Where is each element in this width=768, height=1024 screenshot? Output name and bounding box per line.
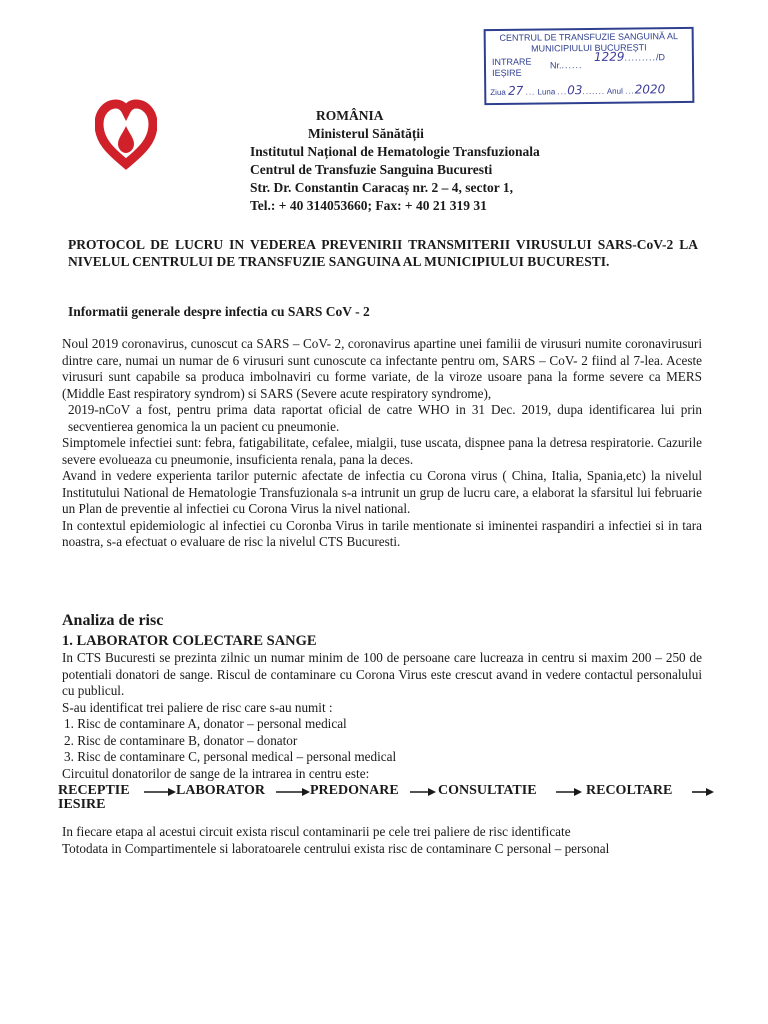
arrow-right-icon bbox=[144, 788, 176, 796]
stamp-nr-label: Nr. bbox=[549, 60, 562, 71]
list-item: 2. Risc de contaminare B, donator – donator bbox=[64, 732, 298, 748]
arrow-right-icon bbox=[410, 788, 436, 796]
stamp-iesire: IEȘIRE bbox=[492, 67, 522, 79]
circuit-step: RECOLTARE bbox=[586, 783, 673, 798]
header-country: ROMÂNIA bbox=[316, 108, 384, 123]
institution-header bbox=[250, 107, 670, 215]
header-address: Str. Dr. Constantin Caracaș nr. 2 – 4, sector 1, bbox=[250, 180, 514, 195]
paragraph: Avand in vedere experienta tarilor puternic afectate de infectia cu Corona virus ( China, Italia, Spania,etc) la nivelul Institutului National de Hematologie Transfuzionala s-a intrunit un grup de lucru care, a elaborat la sfarsitul lui februarie un Plan de preventie al infectiei cu Corona Virus la nivel national. bbox=[62, 468, 702, 516]
paragraph: Totodata in Compartimentele si laboratoarele centrului exista risc de contaminare C personal – personal bbox=[62, 840, 610, 856]
stamp-intrare: INTRARE bbox=[491, 56, 532, 68]
document-title: PROTOCOL DE LUCRU IN VEDEREA PREVENIRII TRANSMITERII VIRUSULUI SARS-CoV-2 LA NIVELUL CENTRULUI DE TRANSFUZIE SANGUINA AL MUNICIPIULUI BUCURESTI. bbox=[68, 237, 698, 269]
section-1-body bbox=[62, 650, 702, 782]
closing-section bbox=[62, 824, 702, 857]
stamp-luna-value: 03 bbox=[567, 83, 583, 98]
paragraph: In CTS Bucuresti se prezinta zilnic un numar minim de 100 de persoane care lucreaza in centru si maxim 200 – 250 de potentiali donatori de sange. Riscul de contaminare cu Corona Virus este crescut avand in vedere contactul personalului cu publicul. bbox=[62, 650, 702, 698]
stamp-nr-value: 1229 bbox=[593, 49, 625, 64]
levels-intro: S-au identificat trei paliere de risc care s-au numit : bbox=[62, 699, 333, 715]
paragraph: In contextul epidemiologic al infectiei cu Coronba Virus in tarile mentionate si iminentei raspandiri a infectiei si in tara noastra, s-a efectuat o evaluare de risc la nivelul CTS Bucuresti. bbox=[62, 517, 702, 549]
stamp-nr-suffix: /D bbox=[655, 52, 666, 63]
arrow-right-icon bbox=[276, 788, 310, 796]
arrow-right-icon bbox=[556, 788, 582, 796]
risk-analysis-heading: Analiza de risc bbox=[62, 612, 164, 629]
registration-stamp: CENTRUL DE TRANSFUZIE SANGUINĂ AL MUNICIPIULUI BUCUREȘTI INTRARE IEȘIRE Nr....... 1229........./D Ziua 27 ... Luna ...03....... Anul ...2020 bbox=[484, 27, 695, 105]
circuit-intro: Circuitul donatorilor de sange de la intrarea in centru este: bbox=[62, 765, 370, 781]
paragraph: Simptomele infectiei sunt: febra, fatigabilitate, cefalee, mialgii, tuse uscata, dispnee pana la detresa respiratorie. Cazurile severe evolueaza cu pneumonie, insuficienta renala, pana la deces. bbox=[62, 435, 702, 467]
general-info-section bbox=[62, 336, 702, 551]
document-subtitle: Informatii generale despre infectia cu SARS CoV - 2 bbox=[68, 304, 370, 319]
stamp-line-2: MUNICIPIULUI BUCUREȘTI bbox=[530, 42, 647, 54]
blood-heart-logo bbox=[95, 98, 157, 172]
header-ministry: Ministerul Sănătății bbox=[308, 126, 424, 141]
circuit-step: CONSULTATIE bbox=[438, 783, 537, 798]
list-item: 3. Risc de contaminare C, personal medical – personal medical bbox=[64, 749, 397, 764]
header-institute: Institutul Național de Hematologie Transfuzionala bbox=[250, 144, 540, 159]
stamp-ziua-label: Ziua bbox=[490, 87, 506, 98]
stamp-anul-label: Anul bbox=[606, 86, 623, 96]
arrow-right-icon bbox=[692, 788, 714, 796]
header-contact: Tel.: + 40 314053660; Fax: + 40 21 319 31 bbox=[250, 198, 487, 213]
stamp-ziua-value: 27 bbox=[507, 83, 524, 98]
circuit-step: PREDONARE bbox=[310, 783, 399, 798]
stamp-luna-label: Luna bbox=[537, 87, 556, 97]
stamp-anul-value: 2020 bbox=[634, 82, 666, 97]
paragraph: In fiecare etapa al acestui circuit exista riscul contaminarii pe cele trei paliere de risc identificate bbox=[62, 824, 571, 839]
paragraph: 2019-nCoV a fost, pentru prima data raportat oficial de catre WHO in 31 Dec. 2019, dupa identificarea lui prin secventierea genomica la un pacient cu pneumonie. bbox=[68, 402, 702, 434]
stamp-line-1: CENTRUL DE TRANSFUZIE SANGUINĂ AL bbox=[499, 31, 679, 43]
section-1-heading: 1. LABORATOR COLECTARE SANGE bbox=[62, 633, 317, 649]
header-center: Centrul de Transfuzie Sanguina Bucuresti bbox=[250, 162, 493, 177]
circuit-step: RECEPTIE bbox=[58, 783, 130, 798]
circuit-step: IESIRE bbox=[58, 797, 106, 812]
list-item: 1. Risc de contaminare A, donator – personal medical bbox=[64, 716, 347, 731]
paragraph: Noul 2019 coronavirus, cunoscut ca SARS – CoV- 2, coronavirus apartine unei familii de virusuri numite coronavirusuri dintre care, numai un numar de 6 virusuri sunt cunoscute ca infectante pentru om, SARS – CoV- 2 fiind al 7-lea. Aceste virusuri sunt capabile sa produca imbolnaviri cu forme variate, de la viroze usoare pana la forme severe ca MERS (Middle East respiratory syndrom) si SARS (Severe acute respiratory syndrome), bbox=[62, 336, 702, 401]
circuit-step: LABORATOR bbox=[176, 783, 265, 798]
